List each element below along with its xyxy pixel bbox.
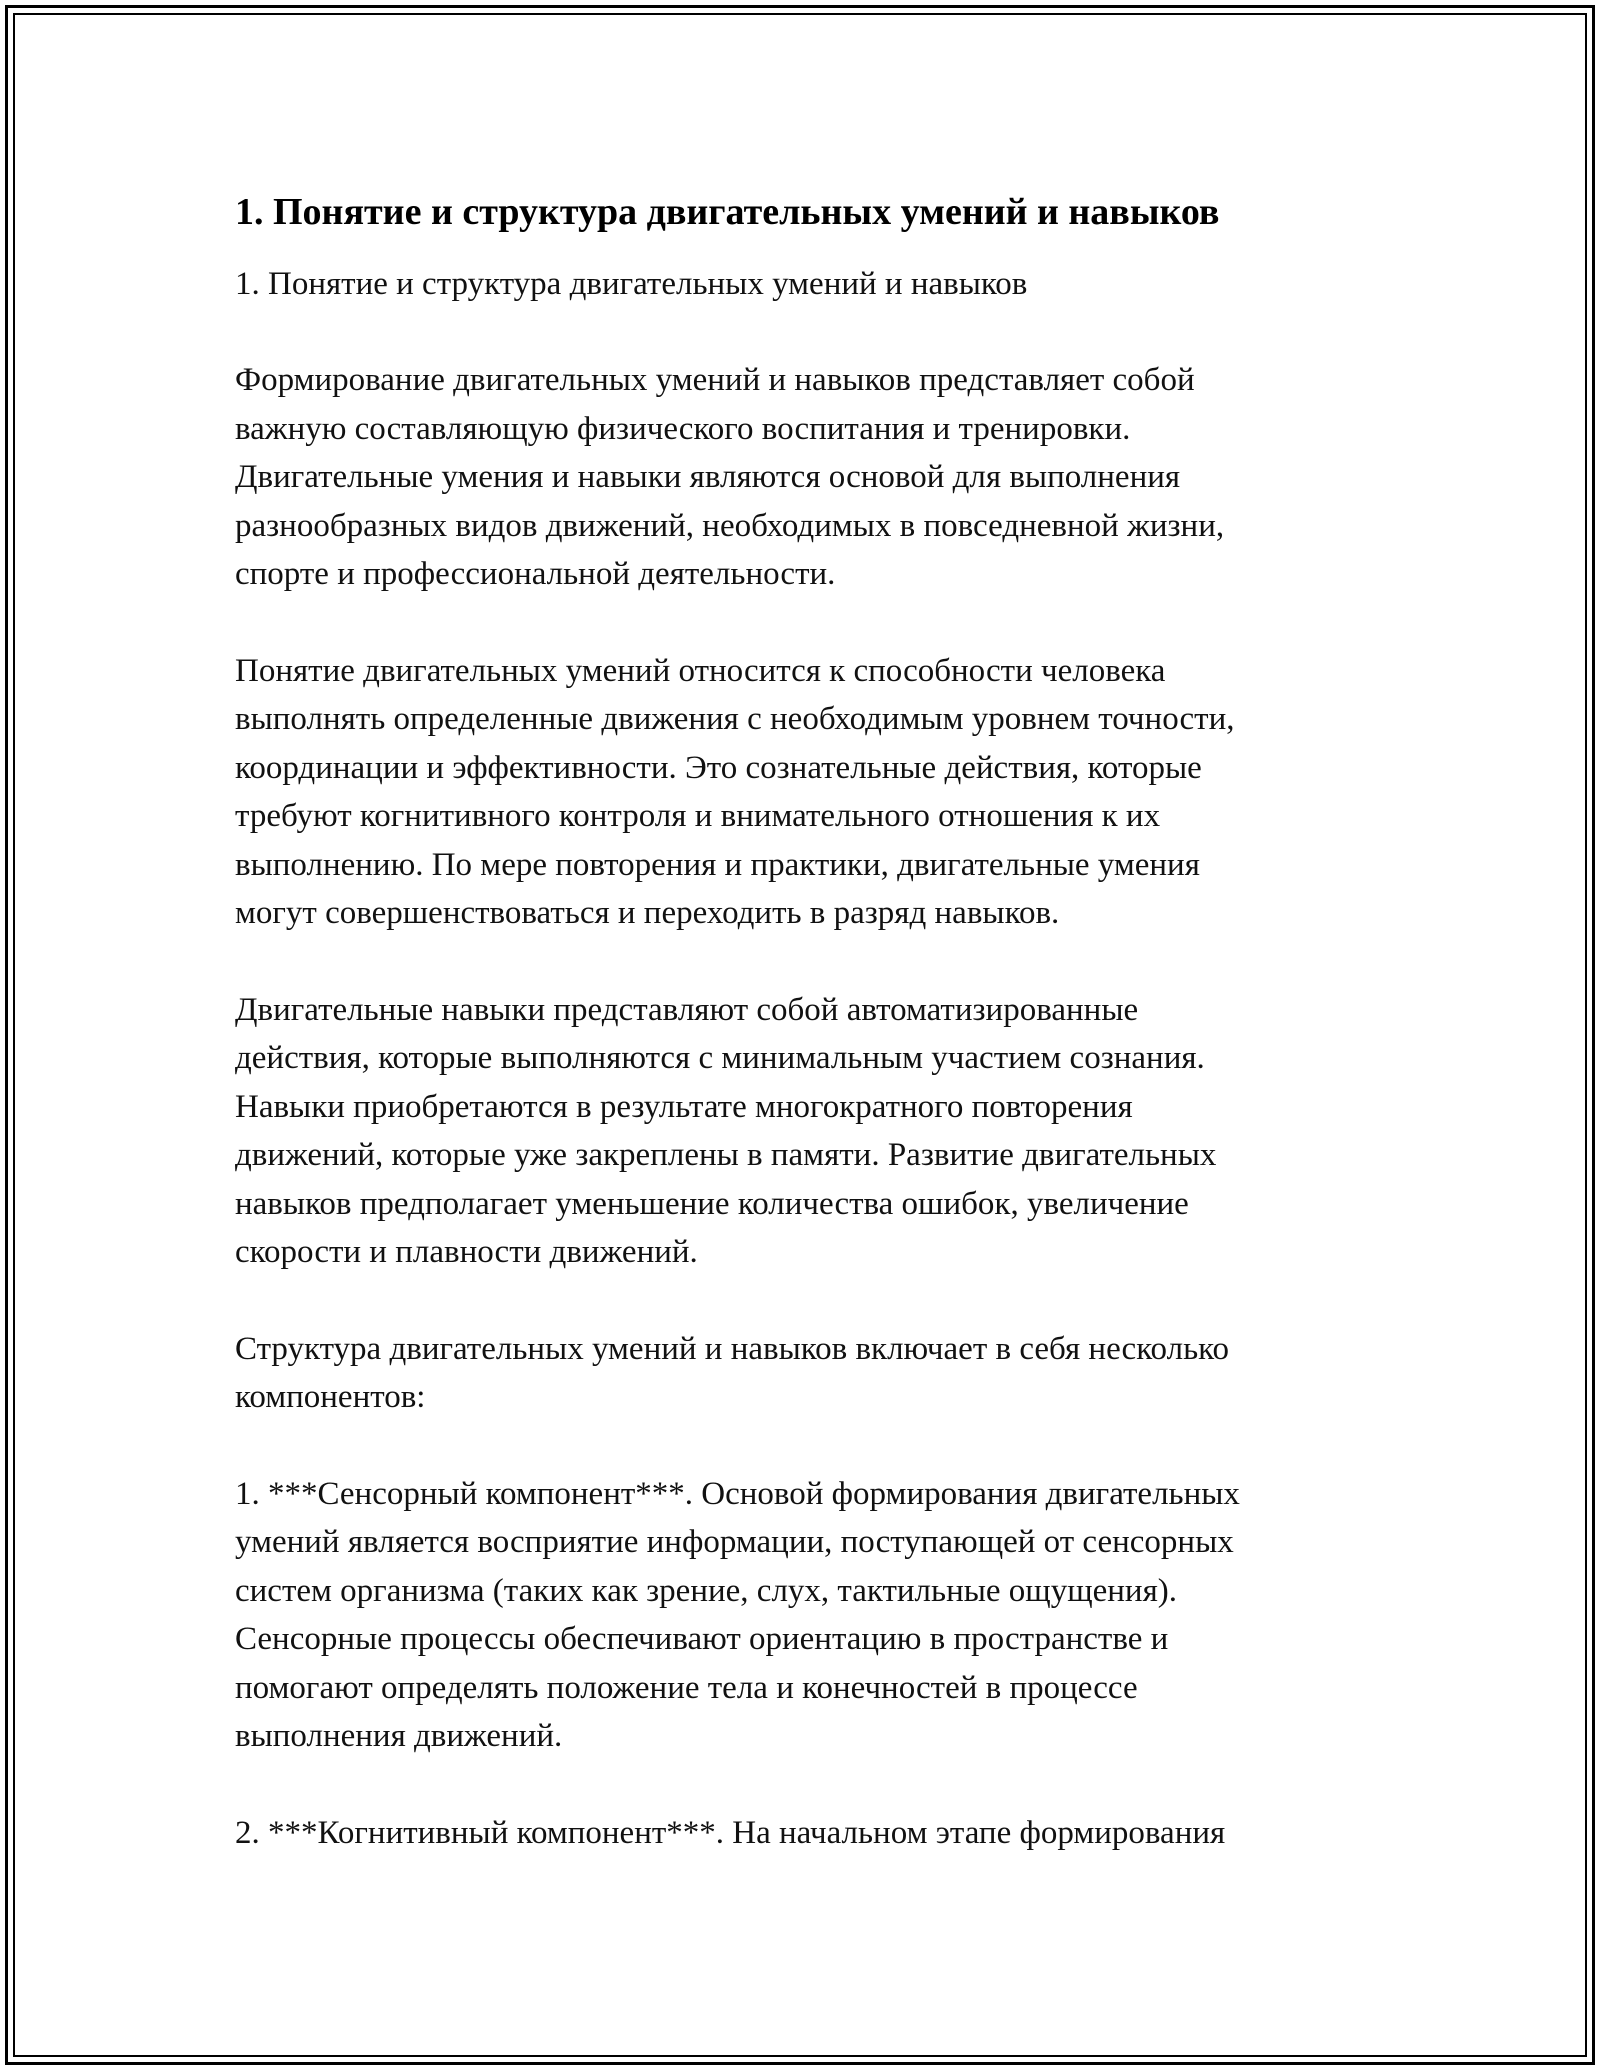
text-line: Формирование двигательных умений и навыков представляет собой bbox=[235, 362, 1195, 398]
text-line: помогают определять положение тела и конечностей в процессе bbox=[235, 1669, 1138, 1706]
text-line: Понятие двигательных умений относится к способности человека bbox=[235, 652, 1166, 689]
text-line: навыков предполагает уменьшение количества ошибок, увеличение bbox=[235, 1185, 1189, 1222]
text-line: важную составляющую физического воспитания и тренировки. bbox=[235, 410, 1131, 447]
text-line: 1. ***Сенсорный компонент***. Основой формирования двигательных bbox=[235, 1475, 1240, 1512]
text-line: могут совершенствоваться и переходить в разряд навыков. bbox=[235, 895, 1060, 931]
text-line: выполнения движений. bbox=[235, 1718, 563, 1754]
text-line: действия, которые выполняются с минимальным участием сознания. bbox=[235, 1040, 1205, 1076]
document-heading: 1. Понятие и структура двигательных умений и навыков bbox=[235, 191, 1220, 233]
paragraph-motor-skills bbox=[235, 986, 1365, 1277]
paragraph-intro bbox=[235, 356, 1365, 599]
text-line: умений является восприятие информации, поступающей от сенсорных bbox=[235, 1524, 1234, 1560]
text-line: спорте и профессиональной деятельности. bbox=[235, 556, 836, 592]
document-body bbox=[235, 186, 1365, 1905]
text-line: систем организма (таких как зрение, слух, тактильные ощущения). bbox=[235, 1572, 1178, 1609]
text-line: выполнять определенные движения с необходимым уровнем точности, bbox=[235, 701, 1235, 737]
text-line: Двигательные умения и навыки являются основой для выполнения bbox=[235, 459, 1181, 495]
text-line: требуют когнитивного контроля и внимательного отношения к их bbox=[235, 798, 1161, 834]
text-line: движений, которые уже закреплены в памяти. Развитие двигательных bbox=[235, 1137, 1217, 1173]
paragraph-motor-abilities bbox=[235, 647, 1365, 938]
list-item-sensory bbox=[235, 1470, 1365, 1761]
text-line: выполнению. По мере повторения и практики, двигательные умения bbox=[235, 846, 1200, 883]
text-line: разнообразных видов движений, необходимых в повседневной жизни, bbox=[235, 507, 1225, 544]
text-line: Сенсорные процессы обеспечивают ориентацию в пространстве и bbox=[235, 1621, 1169, 1657]
text-line: координации и эффективности. Это сознательные действия, которые bbox=[235, 749, 1202, 786]
text-line: 2. ***Когнитивный компонент***. На начальном этапе формирования bbox=[235, 1814, 1226, 1851]
list-item-cognitive bbox=[235, 1809, 1365, 1858]
text-line: скорости и плавности движений. bbox=[235, 1234, 698, 1270]
text-line: Навыки приобретаются в результате многократного повторения bbox=[235, 1088, 1133, 1125]
text-line: Двигательные навыки представляют собой автоматизированные bbox=[235, 991, 1139, 1028]
text-line: компонентов: bbox=[235, 1379, 426, 1415]
text-line: Структура двигательных умений и навыков включает в себя несколько bbox=[235, 1330, 1229, 1367]
document-subtitle: 1. Понятие и структура двигательных умений и навыков bbox=[235, 266, 1028, 302]
paragraph-structure bbox=[235, 1325, 1365, 1422]
